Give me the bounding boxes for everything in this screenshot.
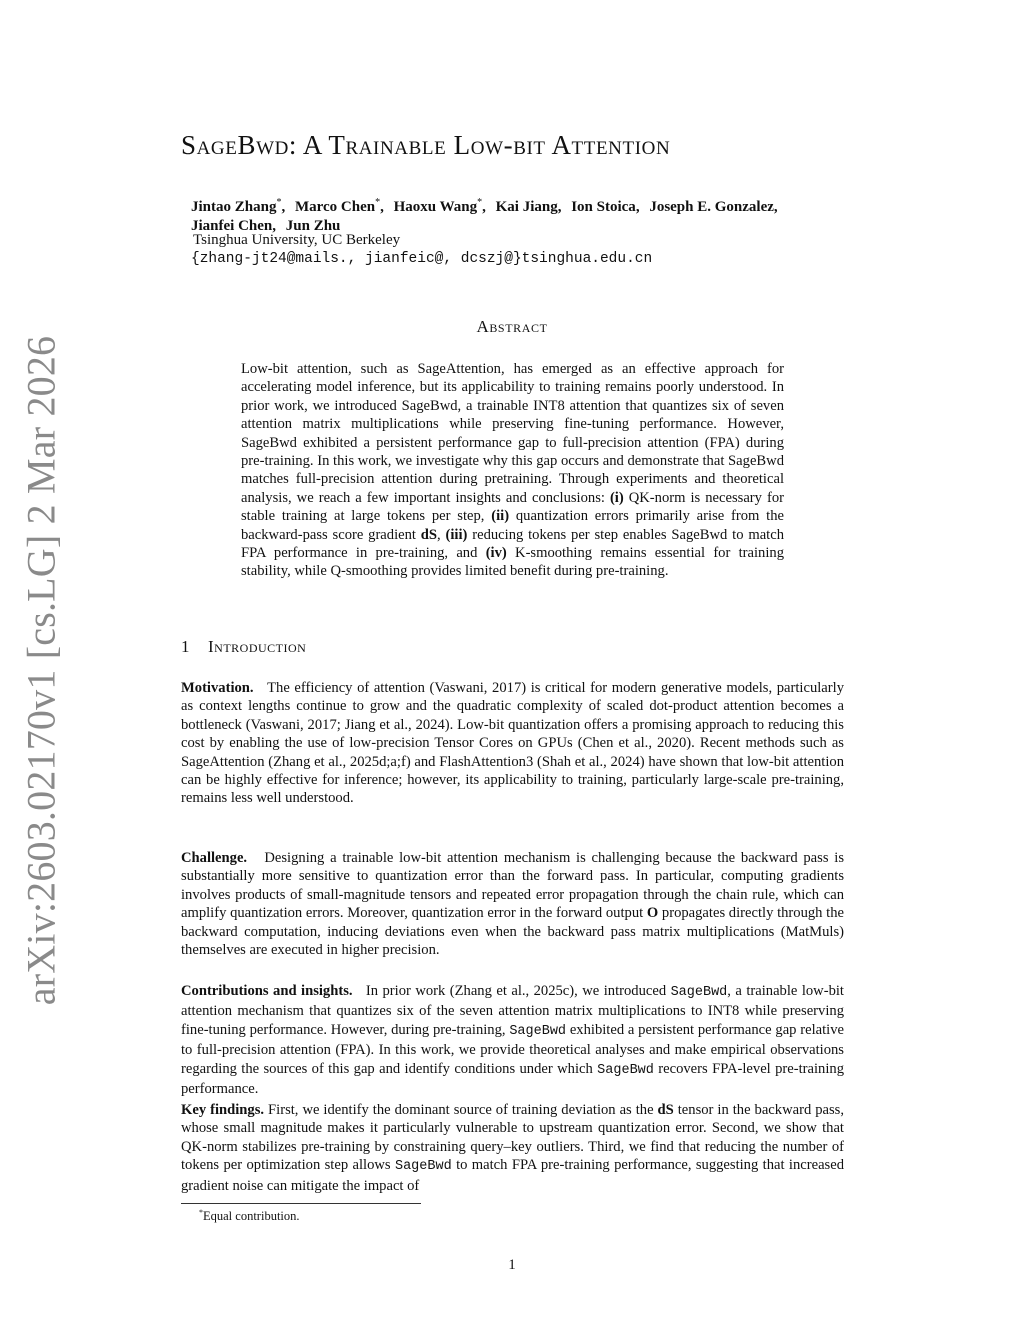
footnote-rule [181,1203,421,1204]
author-8: Jun Zhu [285,218,341,234]
section-heading-introduction: 1 Introduction [181,637,307,656]
author-3: Haoxu Wang*, [393,197,486,215]
author-5: Ion Stoica, [571,199,640,215]
footnote: *Equal contribution. [199,1208,300,1224]
paragraph-challenge: Challenge. Designing a trainable low-bit attention mechanism is challenging because the backward pass is substantially more sensitive to quantization error than the forward pass. In particular, computing gradients involves products of small-magnitude tensors and repeated error propagation through the chain rule, which can amplify quantization errors. Moreover, quantization error in the forward output O propagates directly through the backward computation, inducing deviations even when the backward pass matrix multiplications (MatMuls) themselves are executed in higher precision. [181,850,844,959]
page-number: 1 [508,1257,516,1273]
paragraph-contributions: Contributions and insights. In prior work (Zhang et al., 2025c), we introduced SageBwd, a trainable low-bit attention mechanism that quantizes six of the seven attention matrix multiplications to INT8 while preserving fine-tuning performance. However, during pre-training, SageBwd exhibited a persistent performance gap relative to full-precision attention (FPA). In this work, we provide theoretical analyses and make empirical observations regarding the sources of this gap and identify conditions under which SageBwd recovers FPA-level pre-training performance. [181,983,844,1098]
paragraph-motivation: Motivation. The efficiency of attention (Vaswani, 2017) is critical for modern generative models, particularly as context lengths continue to grow and the quadratic complexity of scaled dot-product attention becomes a bottleneck (Vaswani, 2017; Jiang et al., 2024). Low-bit quantization offers a promising approach to reducing this cost by enabling the use of low-precision Tensor Cores on GPUs (Chen et al., 2020). Recent methods such as SageAttention (Zhang et al., 2025d;a;f) and FlashAttention3 (Shah et al., 2024) have shown that low-bit attention can be highly effective for inference; however, its applicability to training, particularly large-scale pre-training, remains less well understood. [181,680,844,807]
paper-title: SageBwd: A Trainable Low-bit Attention [181,130,671,160]
author-1: Jintao Zhang*, [191,197,286,215]
abstract-heading: Abstract [476,317,548,336]
author-list [191,193,851,236]
author-emails: {zhang-jt24@mails., jianfeic@, dcszj@}tsinghua.edu.cn [191,251,653,267]
author-4: Kai Jiang, [495,199,562,215]
abstract-body: Low-bit attention, such as SageAttention, has emerged as an effective approach for accelerating model inference, but its applicability to training remains poorly understood. In prior work, we introduced SageBwd, a trainable INT8 attention that quantizes six of seven attention matrix multiplications while preserving fine-tuning performance. However, SageBwd exhibited a persistent performance gap to full-precision attention (FPA) during pre-training. In this work, we investigate why this gap occurs and demonstrate that SageBwd matches full-precision attention during pretraining. Through experiments and theoretical analysis, we reach a few important insights and conclusions: (i) QK-norm is necessary for stable training at large tokens per step, (ii) quantization errors primarily arise from the backward-pass score gradient dS, (iii) reducing tokens per step enables SageBwd to match FPA performance in pre-training, and (iv) K-smoothing remains essential for training stability, while Q-smoothing provides limited benefit during pre-training. [241,361,785,580]
paragraph-key-findings: Key findings. First, we identify the dominant source of training deviation as the dS tensor in the backward pass, whose small magnitude makes it particularly vulnerable to upstream quantization error. Second, we show that QK-norm stabilizes pre-training by constraining query–key outliers. Third, we find that reducing the number of tokens per optimization step allows SageBwd to match FPA pre-training performance, suggesting that increased gradient noise can mitigate the impact of [181,1102,845,1194]
affiliation: Tsinghua University, UC Berkeley [193,232,401,248]
arxiv-stamp [10,335,72,1005]
author-6: Joseph E. Gonzalez, [649,199,778,215]
author-7: Jianfei Chen, [191,218,277,234]
author-2: Marco Chen*, [294,197,384,215]
arxiv-stamp-text: arXiv:2603.02170v1 [cs.LG] 2 Mar 2026 [18,335,64,1005]
